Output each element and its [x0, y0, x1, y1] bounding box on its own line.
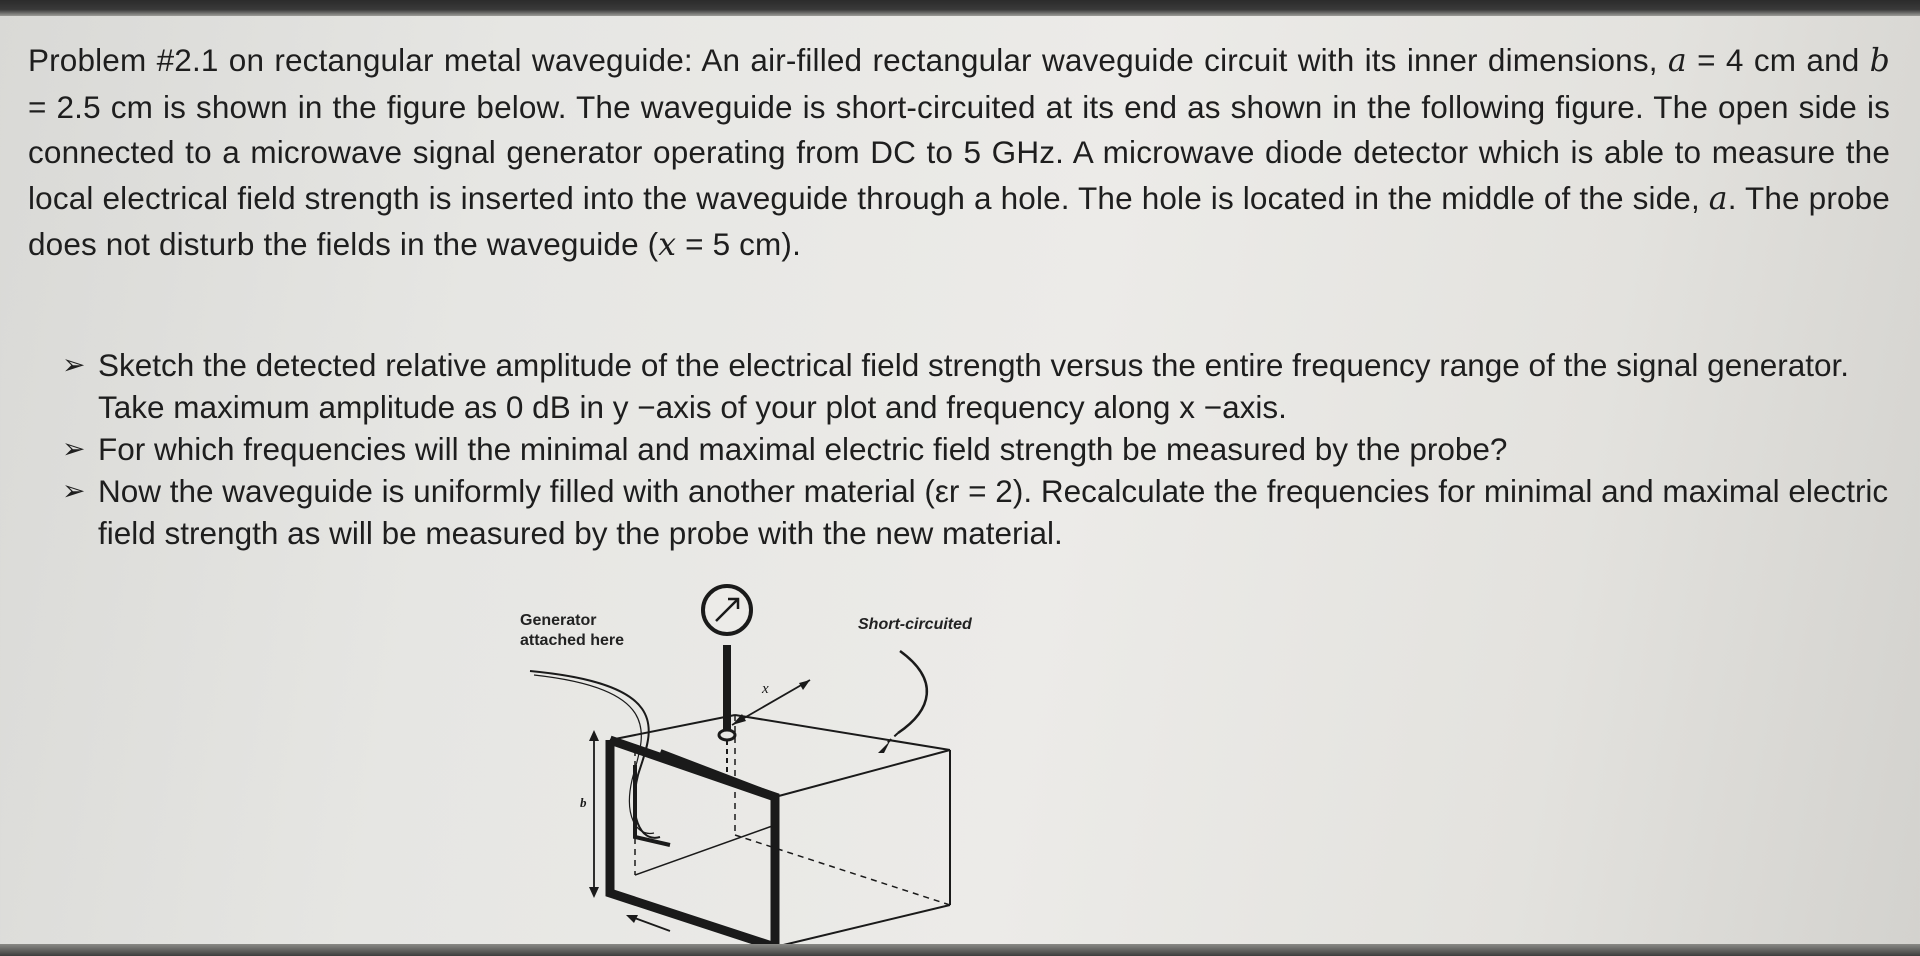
- task-item-material: [62, 470, 1892, 554]
- short-circuited-label: Short-circuited: [858, 616, 972, 633]
- task-item-sketch: [62, 344, 1892, 428]
- inner-top-edge: [660, 753, 775, 797]
- hidden-edge-diag: [635, 825, 775, 875]
- top-right-edge: [735, 715, 950, 750]
- page-bottom-edge: [0, 944, 1920, 956]
- page-top-edge: [0, 0, 1920, 16]
- task-item-frequencies: [62, 428, 1892, 470]
- task-list: [62, 344, 1892, 554]
- problem-title: Problem #2.1 on rectangular metal waveguide:: [28, 42, 693, 78]
- bottom-right-edge: [775, 905, 950, 947]
- var-x: x: [658, 227, 677, 263]
- dim-x-label: x: [762, 681, 769, 697]
- task-text: For which frequencies will the minimal and maximal electric field strength be measured by the probe?: [98, 431, 1508, 467]
- var-b: b: [1869, 43, 1890, 79]
- top-back-edge: [775, 750, 950, 797]
- problem-text-1: An air-filled rectangular waveguide circuit with its inner dimensions,: [692, 42, 1668, 78]
- arrow-bullet-icon: ➢: [62, 349, 86, 380]
- task-text: Sketch the detected relative amplitude of the electrical field strength versus the entire frequency range of the signal generator. Take maximum amplitude as 0 dB in y −axis of your plot and frequency along x −axis.: [98, 347, 1850, 425]
- probe: [719, 645, 735, 775]
- a-dimension-arrow: [626, 915, 670, 931]
- arrow-bullet-icon: ➢: [62, 475, 86, 506]
- short-arrow-head: [878, 741, 890, 753]
- generator-label-line1: Generator: [520, 612, 597, 629]
- generator-label-line2: attached here: [520, 632, 625, 649]
- var-a-2: a: [1708, 180, 1728, 217]
- top-left-edge: [610, 715, 735, 740]
- x-dimension-arrow: [732, 680, 810, 725]
- b-dimension-arrow: [589, 730, 599, 898]
- problem-statement: [28, 38, 1890, 269]
- detector-meter-icon: [703, 586, 751, 634]
- waveguide-figure: [510, 575, 1030, 953]
- dim-b-label: b: [580, 795, 587, 810]
- problem-text-2: = 4 cm and: [1686, 42, 1870, 78]
- arrow-bullet-icon: ➢: [62, 433, 86, 464]
- problem-text-4: . The probe does not disturb the fields in the waveguide (: [28, 179, 1890, 262]
- short-circuited-leader: [898, 651, 927, 733]
- hidden-edge-bottom: [735, 835, 950, 905]
- generator-label: [520, 611, 624, 651]
- problem-text-5: = 5 cm).: [676, 226, 801, 262]
- problem-text-3: = 2.5 cm is shown in the figure below. The waveguide is short-circuited at its end as shown in the following figure. The open side is connected to a microwave signal generator operating from DC to 5 GHz. A microwave diode detector which is able to measure the local electrical field strength is inserted into the waveguide through a hole. The hole is located in the middle of the side,: [28, 88, 1890, 216]
- var-a: a: [1667, 43, 1687, 79]
- task-text: Now the waveguide is uniformly filled with another material (εr = 2). Recalculate the frequencies for minimal and maximal electric field strength as will be measured by the probe with the new material.: [98, 473, 1889, 551]
